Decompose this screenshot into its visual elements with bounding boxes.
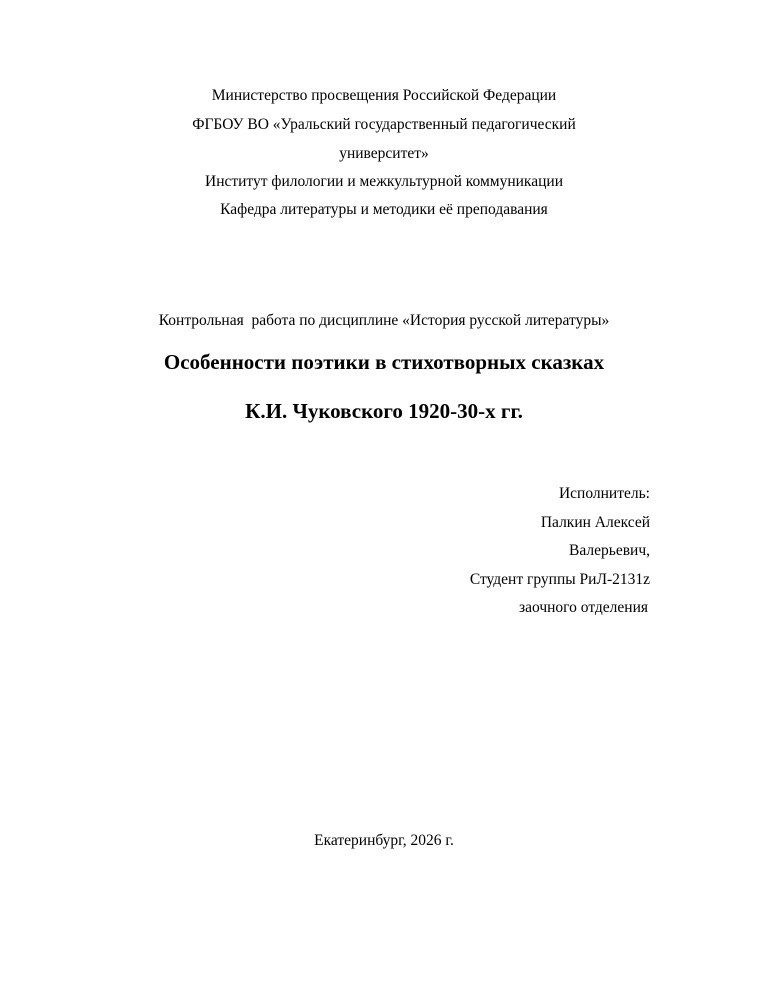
university-line-2: университет» [339,145,429,162]
institute-line: Институт филологии и межкультурной коммуникации [205,173,563,190]
ministry-line: Министерство просвещения Российской Федерации [211,87,557,104]
university-line-1: ФГБОУ ВО «Уральский государственный педагогический [192,116,576,133]
work-title-line-2: К.И. Чуковского 1920-30-х гг. [245,399,523,423]
work-type-line: Контрольная работа по дисциплине «История русской литературы» [158,312,610,329]
author-name-line-1: Палкин Алексей [540,514,650,531]
author-department: заочного отделения [518,599,648,616]
department-line: Кафедра литературы и методики её преподавания [220,201,548,218]
author-name-line-2: Валерьевич, [569,542,650,559]
author-label: Исполнитель: [558,485,650,502]
city-year-line: Екатеринбург, 2026 г. [314,832,454,849]
work-title-line-1: Особенности поэтики в стихотворных сказках [163,350,605,374]
author-group: Студент группы РиЛ-2131z [469,571,650,588]
